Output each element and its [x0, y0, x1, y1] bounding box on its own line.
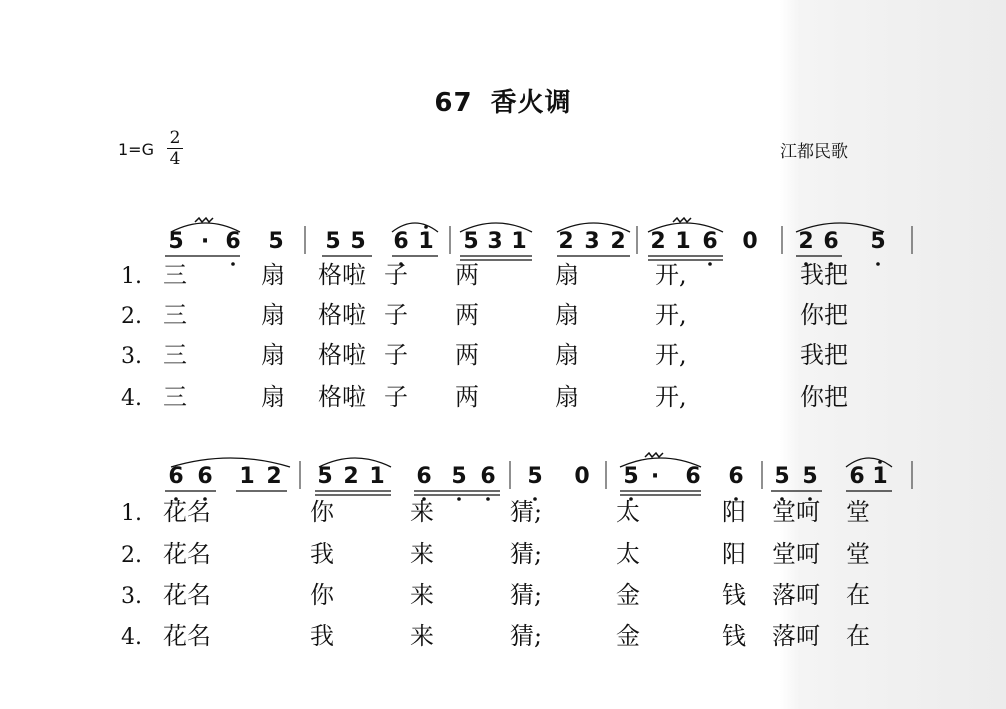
mordent-ornament — [673, 218, 691, 222]
low-octave-dot — [708, 262, 712, 266]
system-1 — [121, 218, 912, 411]
verse-number: 3. — [121, 584, 142, 609]
lyric-word: 你 — [310, 498, 334, 526]
lyric-word: 太 — [616, 540, 640, 568]
note-2: 2 — [798, 229, 814, 254]
mordent-ornament — [645, 453, 663, 457]
lyric-word: 三 — [163, 301, 187, 329]
lyric-word: 你把 — [800, 383, 848, 411]
lyric-word: 我把 — [800, 261, 848, 289]
note-1: 1 — [239, 464, 255, 489]
lyric-word: 扇 — [261, 383, 285, 411]
note-5: 5 — [268, 229, 284, 254]
lyric-word: 你把 — [800, 301, 848, 329]
lyric-word: 格啦 — [318, 341, 366, 369]
note-6: 6 — [480, 464, 496, 489]
song-origin: 江都民歌 — [780, 142, 848, 162]
lyric-word: 阳 — [722, 540, 746, 568]
lyric-word: 猜; — [510, 622, 543, 650]
note-6: 6 — [393, 229, 409, 254]
lyric-word: 扇 — [555, 383, 579, 411]
note-6: 6 — [728, 464, 744, 489]
lyric-word: 两 — [455, 301, 479, 329]
note-1: 1 — [675, 229, 691, 254]
lyric-word: 来 — [410, 498, 434, 526]
lyric-word: 钱 — [722, 581, 746, 609]
lyric-word: 猜; — [510, 498, 543, 526]
verse-number: 1. — [121, 501, 142, 526]
lyric-word: 两 — [455, 341, 479, 369]
note-6: 6 — [197, 464, 213, 489]
lyric-word: 开, — [655, 261, 687, 289]
verse-number: 2. — [121, 543, 142, 568]
lyric-word: 在 — [846, 622, 870, 650]
lyric-word: 来 — [410, 581, 434, 609]
lyric-word: 三 — [163, 341, 187, 369]
lyric-word: 子 — [384, 301, 408, 329]
lyric-word: 扇 — [555, 301, 579, 329]
note-5: 5 — [168, 229, 184, 254]
lyric-word: 落呵 — [772, 622, 820, 650]
verse-number: 2. — [121, 304, 142, 329]
note-5: 5 — [451, 464, 467, 489]
lyric-word: 花名 — [163, 622, 211, 650]
lyric-word: 来 — [410, 540, 434, 568]
note-0: 0 — [742, 229, 758, 254]
lyric-word: 扇 — [261, 261, 285, 289]
note-6: 6 — [849, 464, 865, 489]
note-6: 6 — [702, 229, 718, 254]
lyric-word: 扇 — [261, 301, 285, 329]
note-5: 5 — [774, 464, 790, 489]
lyric-word: 格啦 — [318, 301, 366, 329]
augmentation-dot: · — [200, 229, 210, 254]
lyric-word: 子 — [384, 341, 408, 369]
lyric-word: 三 — [163, 261, 187, 289]
lyric-word: 在 — [846, 581, 870, 609]
lyric-word: 子 — [384, 383, 408, 411]
note-2: 2 — [610, 229, 626, 254]
lyric-word: 子 — [384, 261, 408, 289]
meter-bottom: 4 — [169, 149, 181, 169]
note-2: 2 — [558, 229, 574, 254]
note-3: 3 — [487, 229, 503, 254]
key-signature: 1=G — [118, 140, 154, 159]
low-octave-dot — [486, 497, 490, 501]
lyric-word: 花名 — [163, 498, 211, 526]
note-5: 5 — [463, 229, 479, 254]
note-1: 1 — [511, 229, 527, 254]
lyric-word: 来 — [410, 622, 434, 650]
note-1: 1 — [872, 464, 888, 489]
low-octave-dot — [231, 262, 235, 266]
note-5: 5 — [317, 464, 333, 489]
lyric-word: 扇 — [555, 341, 579, 369]
lyric-word: 我把 — [800, 341, 848, 369]
note-1: 1 — [369, 464, 385, 489]
lyric-word: 堂呵 — [772, 498, 820, 526]
verse-number: 1. — [121, 264, 142, 289]
verse-number: 4. — [121, 625, 142, 650]
high-octave-dot — [424, 225, 428, 229]
lyric-word: 花名 — [163, 581, 211, 609]
note-6: 6 — [416, 464, 432, 489]
high-octave-dot — [878, 460, 882, 464]
lyric-word: 金 — [616, 622, 640, 650]
note-5: 5 — [870, 229, 886, 254]
note-6: 6 — [685, 464, 701, 489]
lyric-word: 猜; — [510, 540, 543, 568]
note-3: 3 — [584, 229, 600, 254]
note-6: 6 — [225, 229, 241, 254]
system-2 — [121, 453, 912, 650]
lyric-word: 扇 — [261, 341, 285, 369]
mordent-ornament — [195, 218, 213, 222]
verse-number: 3. — [121, 344, 142, 369]
song-number: 67 — [434, 88, 473, 118]
lyric-word: 阳 — [722, 498, 746, 526]
note-5: 5 — [802, 464, 818, 489]
augmentation-dot: · — [650, 464, 660, 489]
lyric-word: 格啦 — [318, 383, 366, 411]
note-2: 2 — [650, 229, 666, 254]
low-octave-dot — [876, 262, 880, 266]
note-0: 0 — [574, 464, 590, 489]
lyric-word: 落呵 — [772, 581, 820, 609]
lyric-word: 开, — [655, 383, 687, 411]
lyric-word: 你 — [310, 581, 334, 609]
note-2: 2 — [343, 464, 359, 489]
lyric-word: 三 — [163, 383, 187, 411]
note-5: 5 — [623, 464, 639, 489]
note-1: 1 — [418, 229, 434, 254]
lyric-word: 钱 — [722, 622, 746, 650]
note-5: 5 — [325, 229, 341, 254]
lyric-word: 花名 — [163, 540, 211, 568]
lyric-word: 开, — [655, 341, 687, 369]
lyric-word: 我 — [310, 540, 334, 568]
lyric-word: 堂 — [846, 498, 870, 526]
lyric-word: 扇 — [555, 261, 579, 289]
note-6: 6 — [823, 229, 839, 254]
note-5: 5 — [527, 464, 543, 489]
lyric-word: 两 — [455, 261, 479, 289]
verse-number: 4. — [121, 386, 142, 411]
lyric-word: 金 — [616, 581, 640, 609]
lyric-word: 两 — [455, 383, 479, 411]
lyric-word: 堂 — [846, 540, 870, 568]
note-6: 6 — [168, 464, 184, 489]
note-2: 2 — [266, 464, 282, 489]
lyric-word: 堂呵 — [772, 540, 820, 568]
note-5: 5 — [350, 229, 366, 254]
lyric-word: 太 — [616, 498, 640, 526]
lyric-word: 开, — [655, 301, 687, 329]
lyric-word: 我 — [310, 622, 334, 650]
meter-top: 2 — [169, 128, 181, 148]
lyric-word: 格啦 — [318, 261, 366, 289]
low-octave-dot — [457, 497, 461, 501]
lyric-word: 猜; — [510, 581, 543, 609]
song-title: 香火调 — [490, 88, 572, 118]
